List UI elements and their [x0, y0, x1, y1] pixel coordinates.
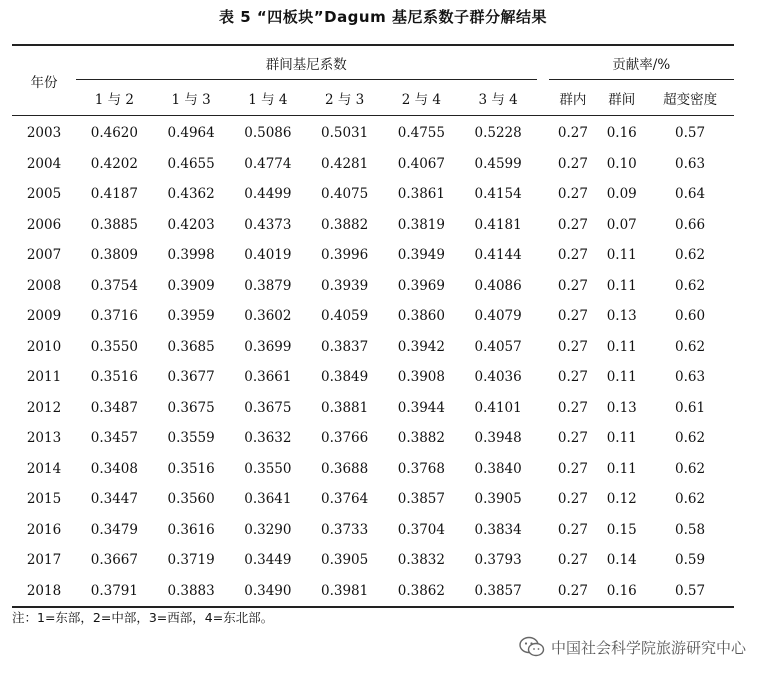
row-gap [537, 210, 549, 241]
gini-cell: 0.5228 [474, 125, 522, 142]
contribution-cell: 0.11 [606, 369, 637, 386]
year-cell: 2003 [26, 125, 62, 142]
table-row [12, 393, 734, 424]
contribution-cell: 0.62 [675, 277, 706, 294]
contribution-cell: 0.27 [557, 491, 588, 508]
gini-cell: 0.3998 [167, 247, 215, 264]
gini-cell: 0.4019 [244, 247, 292, 264]
table-row [12, 576, 734, 608]
gini-cell: 0.3834 [474, 521, 522, 538]
contribution-cell: 0.62 [675, 460, 706, 477]
gini-cell: 0.4067 [397, 155, 445, 172]
contribution-cell: 0.57 [675, 582, 706, 599]
gini-cell: 0.4144 [474, 247, 522, 264]
gini-cell: 0.4655 [167, 155, 215, 172]
row-gap [537, 149, 549, 180]
gini-cell: 0.4036 [474, 369, 522, 386]
header-gap [537, 80, 549, 116]
gini-cell: 0.5086 [244, 125, 292, 142]
row-gap [537, 240, 549, 271]
table-row [12, 116, 734, 149]
contribution-cell: 0.27 [557, 369, 588, 386]
contribution-cell: 0.61 [675, 399, 706, 416]
gini-cell: 0.3862 [397, 582, 445, 599]
contribution-cell: 0.27 [557, 430, 588, 447]
pair-header: 2 与 4 [383, 80, 460, 116]
gini-cell: 0.3550 [244, 460, 292, 477]
gini-cell: 0.3939 [321, 277, 369, 294]
table-row [12, 179, 734, 210]
gini-cell: 0.4075 [321, 186, 369, 203]
contribution-cell: 0.57 [675, 125, 706, 142]
gini-cell: 0.4620 [90, 125, 138, 142]
gini-cell: 0.3840 [474, 460, 522, 477]
gini-cell: 0.4774 [244, 155, 292, 172]
table-row [12, 423, 734, 454]
gini-cell: 0.3905 [321, 552, 369, 569]
gini-cell: 0.4964 [167, 125, 215, 142]
gini-cell: 0.3716 [90, 308, 138, 325]
pair-header: 1 与 4 [230, 80, 307, 116]
contrib-header-within: 群内 [549, 80, 598, 116]
contribution-cell: 0.27 [557, 582, 588, 599]
gini-cell: 0.3490 [244, 582, 292, 599]
pair-header: 1 与 3 [153, 80, 230, 116]
contrib-header-between: 群间 [597, 80, 646, 116]
table-row [12, 149, 734, 180]
contribution-cell: 0.16 [606, 125, 637, 142]
gini-cell: 0.3408 [90, 460, 138, 477]
gini-cell: 0.4154 [474, 186, 522, 203]
gini-cell: 0.3766 [321, 430, 369, 447]
year-cell: 2011 [26, 369, 62, 386]
gini-cell: 0.3675 [167, 399, 215, 416]
gini-cell: 0.3860 [397, 308, 445, 325]
contribution-cell: 0.11 [606, 460, 637, 477]
contribution-cell: 0.07 [606, 216, 637, 233]
group-gini-header: 群间基尼系数 [76, 45, 537, 80]
gini-cell: 0.4057 [474, 338, 522, 355]
gini-cell: 0.3885 [90, 216, 138, 233]
contribution-cell: 0.27 [557, 399, 588, 416]
pair-header: 2 与 3 [306, 80, 383, 116]
gini-cell: 0.4181 [474, 216, 522, 233]
table-row [12, 240, 734, 271]
contribution-cell: 0.13 [606, 308, 637, 325]
year-cell: 2018 [26, 582, 62, 599]
gini-cell: 0.3909 [167, 277, 215, 294]
gini-cell: 0.3632 [244, 430, 292, 447]
gini-cell: 0.3550 [90, 338, 138, 355]
gini-cell: 0.3942 [397, 338, 445, 355]
contribution-cell: 0.11 [606, 430, 637, 447]
contribution-cell: 0.13 [606, 399, 637, 416]
row-gap [537, 332, 549, 363]
gini-cell: 0.4281 [321, 155, 369, 172]
contribution-cell: 0.62 [675, 338, 706, 355]
table-title: 表 5 “四板块”Dagum 基尼系数子群分解结果 [219, 8, 547, 26]
gini-cell: 0.4202 [90, 155, 138, 172]
gini-cell: 0.3857 [397, 491, 445, 508]
gini-cell: 0.3809 [90, 247, 138, 264]
header-gap [537, 45, 549, 80]
gini-cell: 0.4086 [474, 277, 522, 294]
contribution-cell: 0.27 [557, 277, 588, 294]
gini-cell: 0.3661 [244, 369, 292, 386]
gini-cell: 0.3516 [90, 369, 138, 386]
gini-cell: 0.3944 [397, 399, 445, 416]
gini-cell: 0.3905 [474, 491, 522, 508]
gini-cell: 0.4362 [167, 186, 215, 203]
gini-cell: 0.3602 [244, 308, 292, 325]
contribution-cell: 0.27 [557, 521, 588, 538]
contribution-cell: 0.58 [675, 521, 706, 538]
contribution-cell: 0.11 [606, 247, 637, 264]
gini-cell: 0.3733 [321, 521, 369, 538]
gini-cell: 0.3447 [90, 491, 138, 508]
gini-cell: 0.3560 [167, 491, 215, 508]
gini-cell: 0.3675 [244, 399, 292, 416]
contribution-cell: 0.10 [606, 155, 637, 172]
row-gap [537, 423, 549, 454]
gini-cell: 0.3861 [397, 186, 445, 203]
gini-cell: 0.3449 [244, 552, 292, 569]
gini-cell: 0.3768 [397, 460, 445, 477]
contribution-cell: 0.27 [557, 247, 588, 264]
table-row [12, 454, 734, 485]
year-cell: 2004 [26, 155, 62, 172]
contribution-cell: 0.63 [675, 369, 706, 386]
contribution-cell: 0.62 [675, 491, 706, 508]
contribution-cell: 0.63 [675, 155, 706, 172]
contribution-cell: 0.59 [675, 552, 706, 569]
table-row [12, 271, 734, 302]
gini-cell: 0.3516 [167, 460, 215, 477]
row-gap [537, 179, 549, 210]
row-gap [537, 515, 549, 546]
contribution-cell: 0.16 [606, 582, 637, 599]
year-cell: 2010 [26, 338, 62, 355]
row-gap [537, 484, 549, 515]
contribution-cell: 0.62 [675, 247, 706, 264]
gini-cell: 0.3882 [321, 216, 369, 233]
year-cell: 2016 [26, 521, 62, 538]
contribution-cell: 0.12 [606, 491, 637, 508]
contribution-cell: 0.14 [606, 552, 637, 569]
table-row [12, 301, 734, 332]
gini-cell: 0.3641 [244, 491, 292, 508]
year-cell: 2015 [26, 491, 62, 508]
table-row [12, 515, 734, 546]
gini-cell: 0.4079 [474, 308, 522, 325]
gini-cell: 0.3764 [321, 491, 369, 508]
contribution-cell: 0.27 [557, 460, 588, 477]
gini-cell: 0.3616 [167, 521, 215, 538]
gini-cell: 0.4203 [167, 216, 215, 233]
gini-cell: 0.3704 [397, 521, 445, 538]
contribution-cell: 0.64 [675, 186, 706, 203]
contribution-header: 贡献率/% [549, 45, 735, 80]
gini-cell: 0.3857 [474, 582, 522, 599]
year-cell: 2012 [26, 399, 62, 416]
row-gap [537, 576, 549, 608]
gini-cell: 0.3832 [397, 552, 445, 569]
contrib-header-transvariation: 超变密度 [646, 80, 734, 116]
gini-cell: 0.3793 [474, 552, 522, 569]
gini-cell: 0.3719 [167, 552, 215, 569]
gini-cell: 0.3754 [90, 277, 138, 294]
contribution-cell: 0.27 [557, 186, 588, 203]
pair-header: 3 与 4 [460, 80, 537, 116]
wechat-icon [519, 636, 545, 658]
table-body [12, 116, 734, 608]
gini-cell: 0.5031 [321, 125, 369, 142]
row-gap [537, 454, 549, 485]
gini-cell: 0.3677 [167, 369, 215, 386]
gini-cell: 0.3688 [321, 460, 369, 477]
year-cell: 2005 [26, 186, 62, 203]
contribution-cell: 0.27 [557, 216, 588, 233]
contribution-cell: 0.11 [606, 338, 637, 355]
year-cell: 2014 [26, 460, 62, 477]
gini-cell: 0.3667 [90, 552, 138, 569]
year-cell: 2009 [26, 308, 62, 325]
table-note: 注：1=东部，2=中部，3=西部，4=东北部。 [12, 610, 274, 625]
contribution-cell: 0.09 [606, 186, 637, 203]
contribution-cell: 0.27 [557, 552, 588, 569]
gini-cell: 0.3996 [321, 247, 369, 264]
row-gap [537, 116, 549, 149]
row-gap [537, 393, 549, 424]
gini-cell: 0.4101 [474, 399, 522, 416]
gini-cell: 0.4599 [474, 155, 522, 172]
watermark [519, 636, 746, 658]
row-gap [537, 545, 549, 576]
gini-cell: 0.3882 [397, 430, 445, 447]
gini-cell: 0.3948 [474, 430, 522, 447]
gini-cell: 0.3959 [167, 308, 215, 325]
contribution-cell: 0.27 [557, 308, 588, 325]
gini-cell: 0.3883 [167, 582, 215, 599]
contribution-cell: 0.27 [557, 155, 588, 172]
gini-cell: 0.3559 [167, 430, 215, 447]
row-gap [537, 271, 549, 302]
table-row [12, 362, 734, 393]
gini-cell: 0.3819 [397, 216, 445, 233]
contribution-cell: 0.15 [606, 521, 637, 538]
table-header [12, 45, 734, 116]
gini-cell: 0.3699 [244, 338, 292, 355]
contribution-cell: 0.27 [557, 338, 588, 355]
gini-cell: 0.3837 [321, 338, 369, 355]
gini-cell: 0.4755 [397, 125, 445, 142]
gini-cell: 0.3879 [244, 277, 292, 294]
gini-cell: 0.3791 [90, 582, 138, 599]
year-cell: 2017 [26, 552, 62, 569]
gini-cell: 0.3457 [90, 430, 138, 447]
contribution-cell: 0.62 [675, 430, 706, 447]
year-cell: 2007 [26, 247, 62, 264]
gini-cell: 0.4059 [321, 308, 369, 325]
gini-cell: 0.4499 [244, 186, 292, 203]
table-row [12, 545, 734, 576]
row-gap [537, 301, 549, 332]
gini-cell: 0.3685 [167, 338, 215, 355]
pair-header: 1 与 2 [76, 80, 153, 116]
gini-table [12, 44, 734, 608]
gini-cell: 0.3969 [397, 277, 445, 294]
contribution-cell: 0.60 [675, 308, 706, 325]
gini-cell: 0.4187 [90, 186, 138, 203]
gini-cell: 0.3290 [244, 521, 292, 538]
contribution-cell: 0.11 [606, 277, 637, 294]
gini-cell: 0.4373 [244, 216, 292, 233]
gini-cell: 0.3908 [397, 369, 445, 386]
watermark-text: 中国社会科学院旅游研究中心 [550, 638, 746, 657]
gini-cell: 0.3487 [90, 399, 138, 416]
table-row [12, 210, 734, 241]
gini-cell: 0.3849 [321, 369, 369, 386]
contribution-cell: 0.66 [675, 216, 706, 233]
contribution-cell: 0.27 [557, 125, 588, 142]
table-row [12, 332, 734, 363]
gini-cell: 0.3881 [321, 399, 369, 416]
gini-cell: 0.3949 [397, 247, 445, 264]
gini-cell: 0.3479 [90, 521, 138, 538]
row-gap [537, 362, 549, 393]
year-header: 年份 [12, 45, 76, 116]
year-cell: 2013 [26, 430, 62, 447]
table-row [12, 484, 734, 515]
gini-cell: 0.3981 [321, 582, 369, 599]
year-cell: 2006 [26, 216, 62, 233]
year-cell: 2008 [26, 277, 62, 294]
